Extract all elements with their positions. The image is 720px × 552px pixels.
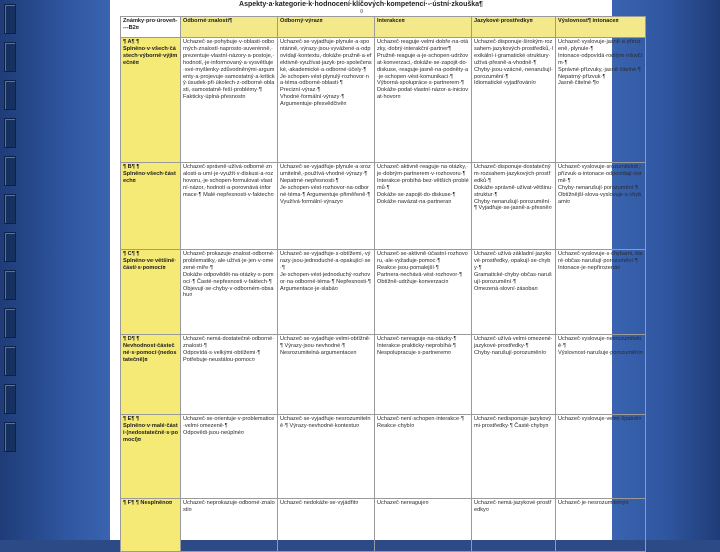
table-cell: Uchazeč·se·vyjadřuje·nesrozumitelně·¶ Výrazy·nevhodné·kontextu¤ [278, 415, 375, 499]
slide-tab[interactable] [4, 156, 16, 186]
table-cell: Uchazeč·nemá·dostatečné·odborné·znalosti·¶ Odpovídá·s·velkými·obtížemi·¶ Potřebuje·neustálou·pomoc¤ [181, 335, 278, 415]
header-interaction: Interakce¤ [375, 17, 472, 38]
table-row [121, 335, 646, 415]
table-row [121, 250, 646, 335]
slide-tab[interactable] [4, 118, 16, 148]
grade-cell: ¶ A¶ ¶ Splněno·v·všech·částech·výborně·výjimečně¤ [121, 38, 181, 163]
table-cell: Uchazeč·aktivně·reaguje·na·otázky,·je·dobrým·partnerem·v·rozhovoru·¶ Interakce·probíhá·bez·větších·problémů·¶ Dokáže·se·zapojit·do·diskuse·¶ Dokáže·navázat·na·partnera¤ [375, 163, 472, 250]
table-cell: Uchazeč·nereaguje¤ [375, 499, 472, 552]
table-cell: Uchazeč·se·orientuje·v·problematice·velmi·omezeně·¶ Odpovědi·jsou·neúplné¤ [181, 415, 278, 499]
grade-cell: ¶ E¶ ¶ Splněno·v·malé·části·(nedostatečně·s·pomocí)¤ [121, 415, 181, 499]
slide-tab[interactable] [4, 270, 16, 300]
table-cell: Uchazeč·disponuje·širokým·rozsahem·jazykových·prostředků,·lexikální·i·gramatické·struktury·užívá·přesně·a·vhodně·¶ Chyby·jsou·vzácné,·nenarušují·porozumění·¶ Idiomatické·vyjadřování¤ [472, 38, 556, 163]
slide-tab[interactable] [4, 4, 16, 34]
table-cell: Uchazeč·nereaguje·na·otázky·¶ Interakce·prakticky·neprobíhá·¶ Nespolupracuje·s·partnerem¤ [375, 335, 472, 415]
table-row [121, 415, 646, 499]
table-cell: Uchazeč·neprokazuje·odborné·znalosti¤ [181, 499, 278, 552]
slide-tab[interactable] [4, 346, 16, 376]
table-cell: Uchazeč·se·vyjadřuje·plynule·a·spontánně,·výrazy·jsou·vyvážené·a·odpovídají·kontextu,·dokáže·pružně·a·efektivně·využívat·jazyk·pro·společenské,·akademické·a·odborné·účely·¶ Je·schopen·vést·plynulý·rozhovor·na·téma·odborné·oblasti·¶ Precizní·výraz·¶ Vhodné·formální·výrazy·¶ Argumentuje·přesvědčivě¤ [278, 38, 375, 163]
table-header-row [121, 17, 646, 38]
slide-tab[interactable] [4, 80, 16, 110]
table-cell: Uchazeč·prokazuje·znalost·odborné·problematiky,·ale·užívá·je·jen·v·omezené·míře·¶ Dokáže·odpovědět·na·otázky·s·pomocí·¶ Časté·nepřesnosti·v·faktech·¶ Objevují·se·chyby·v·odborném·obsahu¤ [181, 250, 278, 335]
grade-cell: ¶ B¶ ¶ Splněno·všech·částech¤ [121, 163, 181, 250]
table-cell: Uchazeč·vyslovuje·nesrozumitelně·¶ Výslovnost·narušuje·porozumění¤ [556, 335, 646, 415]
header-language: Jazykové·prostředky¤ [472, 17, 556, 38]
table-cell: Uchazeč·vyslovuje·srozumitelně,·přízvuk·a·intonace·odpovídají·normě·¶ Chyby·nenarušují·porozumění·¶ Obtížnější·slova·vyslovuje·s·chybami¤ [556, 163, 646, 250]
table-cell: Uchazeč·nedisponuje·jazykovými·prostředky·¶ Časté·chyby¤ [472, 415, 556, 499]
table-cell: Uchazeč·užívá·základní·jazykové·prostředky,·opakují·se·chyby·¶ Gramatické·chyby·občas·narušují·porozumění·¶ Omezená·slovní·zásoba¤ [472, 250, 556, 335]
table-cell: Uchazeč·vyslovuje·jasně·a·přirozeně,·plynule·¶ Intonace·odpovídá·rodilým·mluvčím·¶ Správné·přízvuky,·jasně·čitelné·¶ Nepatrný·přízvuk·¶ Jasně·čitelné·¶¤ [556, 38, 646, 163]
table-cell: Uchazeč·nedokáže·se·vyjádřit¤ [278, 499, 375, 552]
slide-tab-strip [4, 0, 18, 540]
table-cell: Uchazeč·se·aktivně·účastní·rozhovoru,·ale·vyžaduje·pomoc·¶ Reakce·jsou·pomalejší·¶ Partnera·nechává·vést·rozhovor·¶ Obtížně·udržuje·konverzaci¤ [375, 250, 472, 335]
grade-cell: ¶ F¶ ¶ Nesplněno¤ [121, 499, 181, 552]
slide-tab[interactable] [4, 232, 16, 262]
paragraph-mark: ¤ [360, 9, 364, 15]
header-expression: Odborný·výraz¤ [278, 17, 375, 38]
table-cell: Uchazeč·reaguje·velmi·dobře·na·otázky,·dobrý·interakční·partner¶ Pružně·reaguje·a·je·schopen·udržovat·konverzaci,·dokáže·se·zapojit·do·diskuse,·reaguje·jasně·na·podněty·a·je·schopen·vést·komunikaci·¶ Výborná·spolupráce·s·partnerem·¶ Dokáže·podat·vlastní·názor·a·iniciovat·hovor¤ [375, 38, 472, 163]
table-cell: Uchazeč·není·schopen·interakce·¶ Reakce·chybí¤ [375, 415, 472, 499]
table-cell: Uchazeč·správně·užívá·odborné·znalosti·a·umí·je·využít·v·diskusi·a·rozhovoru,·je·schopen·formulovat·vlastní·názor,·hodnotí·a·porovnává·informace·¶ Malé·nepřesnosti·v·faktech¤ [181, 163, 278, 250]
header-grades: Známky·pro·úroveň----B2¤ [121, 17, 181, 38]
assessment-table [120, 16, 646, 552]
table-cell: Uchazeč·se·pohybuje·v·oblasti·odborných·znalostí·naprosto·suverénně,·prezentuje·vlastní·názory·a·postoje,·hodnotí,·je·informovaný·a·vysvětluje·své·myšlenky·zdůvodněnými·argumenty·a·projevuje·samostatný·a·kritický·úsudek·při·úkolech·z·odborné·oblasti,·samostatně·řeší·problémy·¶ Fakticky·úplná·přesnost¤ [181, 38, 278, 163]
table-cell: Uchazeč·disponuje·dostatečným·rozsahem·jazykových·prostředků·¶ Dokáže·správně·užívat·většinu·struktur·¶ Chyby·nenarušují·porozumění·¶ Vyjadřuje·se·jasně·a·přesně¤ [472, 163, 556, 250]
grade-cell: ¶ D¶ ¶ Nevhodnost·částečné·s·pomocí·(nedostatečně)¤ [121, 335, 181, 415]
table-cell: Uchazeč·je·nesrozumitelný¤ [556, 499, 646, 552]
header-pronunciation: Výslovnost¶ intonace¤ [556, 17, 646, 38]
table-row [121, 163, 646, 250]
table-cell: Uchazeč·vyslovuje·velmi·špatně¤ [556, 415, 646, 499]
table-row [121, 499, 646, 552]
slide-left-panel [0, 0, 110, 540]
slide-tab[interactable] [4, 422, 16, 452]
table-row [121, 38, 646, 163]
slide-tab[interactable] [4, 42, 16, 72]
header-knowledge: Odborné·znalosti¶ [181, 17, 278, 38]
table-cell: Uchazeč·se·vyjadřuje·plynule·a·srozumitelně,·používá·vhodné·výrazy·¶ Nepatrné·nepřesnosti·¶ Je·schopen·vést·rozhovor·na·odborné·téma·¶ Argumentuje·přiměřeně·¶ Využívá·formální·výrazy¤ [278, 163, 375, 250]
table-cell: Uchazeč·nemá·jazykové·prostředky¤ [472, 499, 556, 552]
table-cell: Uchazeč·užívá·velmi·omezené·jazykové·prostředky·¶ Chyby·narušují·porozumění¤ [472, 335, 556, 415]
slide-tab[interactable] [4, 384, 16, 414]
table-cell: Uchazeč·se·vyjadřuje·s·obtížemi,·výrazy·jsou·jednoduché·a·opakující·se·¶ Je·schopen·vést·jednoduchý·rozhovor·na·odborné·téma·¶ Nepřesnosti·¶ Argumentace·je·slabá¤ [278, 250, 375, 335]
table-cell: Uchazeč·se·vyjadřuje·velmi·obtížně·¶ Výrazy·jsou·nevhodné·¶ Nesrozumitelná·argumentace¤ [278, 335, 375, 415]
grade-cell: ¶ C¶ ¶ Splněno·ve·většině·částí·s·pomocí¤ [121, 250, 181, 335]
slide-tab[interactable] [4, 308, 16, 338]
table-cell: Uchazeč·vyslovuje·s·chybami,·které·občas·narušují·porozumění·¶ Intonace·je·nepřirozená¤ [556, 250, 646, 335]
document-title: Aspekty·a·kategorie·k·hodnocení·klíčových·kompetencí·-·ústní·zkouška¶ [239, 1, 483, 8]
slide-tab[interactable] [4, 194, 16, 224]
document-page [110, 0, 643, 540]
